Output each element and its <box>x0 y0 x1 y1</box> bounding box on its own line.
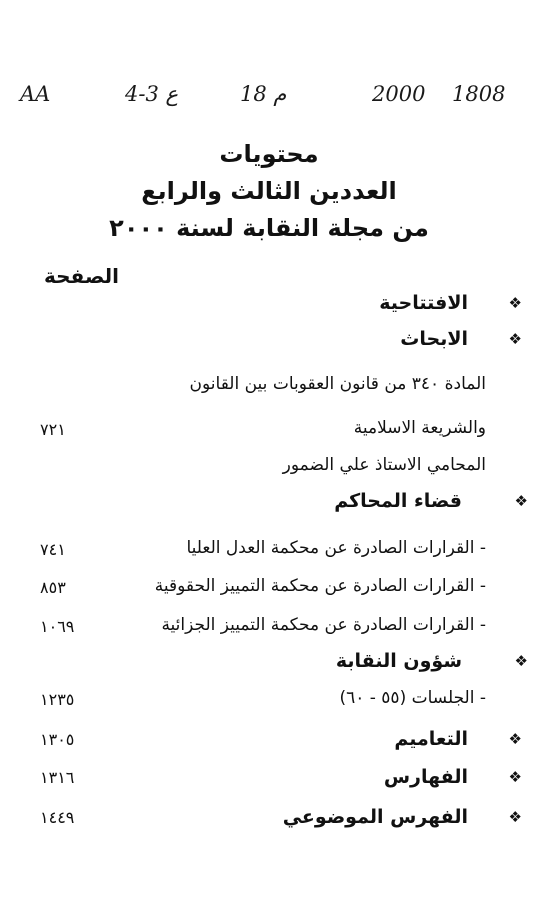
handwritten-note-1: AA <box>20 82 51 106</box>
diamond-bullet-icon: ❖ <box>508 808 522 826</box>
toc-row <box>0 766 538 798</box>
diamond-bullet-icon: ❖ <box>514 652 528 670</box>
toc-row <box>0 418 538 450</box>
toc-row <box>0 688 538 720</box>
page-number: ١٣٠٥ <box>40 730 75 749</box>
diamond-bullet-icon: ❖ <box>508 330 522 348</box>
handwritten-note-5: 1808 <box>452 82 506 106</box>
entry-title: - القرارات الصادرة عن محكمة التمييز الحقوقية <box>154 576 486 596</box>
page-number: ٧٤١ <box>40 540 66 559</box>
entry-title: - الجلسات (٥٥ - ٦٠) <box>339 688 486 708</box>
toc-row <box>0 490 538 522</box>
diamond-bullet-icon: ❖ <box>508 768 522 786</box>
handwritten-note-3: م 18 <box>240 82 287 106</box>
section-heading: الفهارس <box>383 766 468 788</box>
diamond-bullet-icon: ❖ <box>514 492 528 510</box>
toc-row <box>0 455 538 487</box>
section-heading: الافتتاحية <box>379 292 468 314</box>
toc-row <box>0 576 538 608</box>
toc-row <box>0 328 538 360</box>
toc-row <box>0 538 538 570</box>
page-number: ٧٢١ <box>40 420 66 439</box>
handwritten-note-2: 4-3 ع <box>125 82 179 106</box>
toc-row <box>0 650 538 682</box>
section-heading: الابحاث <box>400 328 468 350</box>
title-line-3: من مجلة النقابة لسنة ٢٠٠٠ <box>109 214 429 242</box>
diamond-bullet-icon: ❖ <box>508 730 522 748</box>
toc-row <box>0 374 538 406</box>
section-heading: شؤون النقابة <box>335 650 462 672</box>
page-column-header: الصفحة <box>44 264 120 288</box>
section-heading: قضاء المحاكم <box>334 490 462 512</box>
toc-row <box>0 292 538 324</box>
toc-row <box>0 615 538 647</box>
entry-title: المادة ٣٤٠ من قانون العقوبات بين القانون <box>189 374 486 394</box>
page-number: ١٤٤٩ <box>40 808 75 827</box>
handwritten-note-4: 2000 <box>372 82 426 106</box>
page-number: ١٢٣٥ <box>40 690 75 709</box>
title-line-2: العددين الثالث والرابع <box>141 177 397 205</box>
entry-title: والشريعة الاسلامية <box>353 418 486 438</box>
toc-row <box>0 806 538 838</box>
entry-title: - القرارات الصادرة عن محكمة العدل العليا <box>186 538 486 558</box>
diamond-bullet-icon: ❖ <box>508 294 522 312</box>
page-number: ١٠٦٩ <box>40 617 75 636</box>
title-line-1: محتويات <box>219 140 319 168</box>
section-heading: الفهرس الموضوعي <box>282 806 468 828</box>
section-heading: التعاميم <box>394 728 468 750</box>
page-number: ١٣١٦ <box>40 768 75 787</box>
toc-row <box>0 728 538 760</box>
entry-title: - القرارات الصادرة عن محكمة التمييز الجزائية <box>161 615 486 635</box>
entry-title: المحامي الاستاذ علي الضمور <box>282 455 486 475</box>
page-number: ٨٥٣ <box>40 578 66 597</box>
